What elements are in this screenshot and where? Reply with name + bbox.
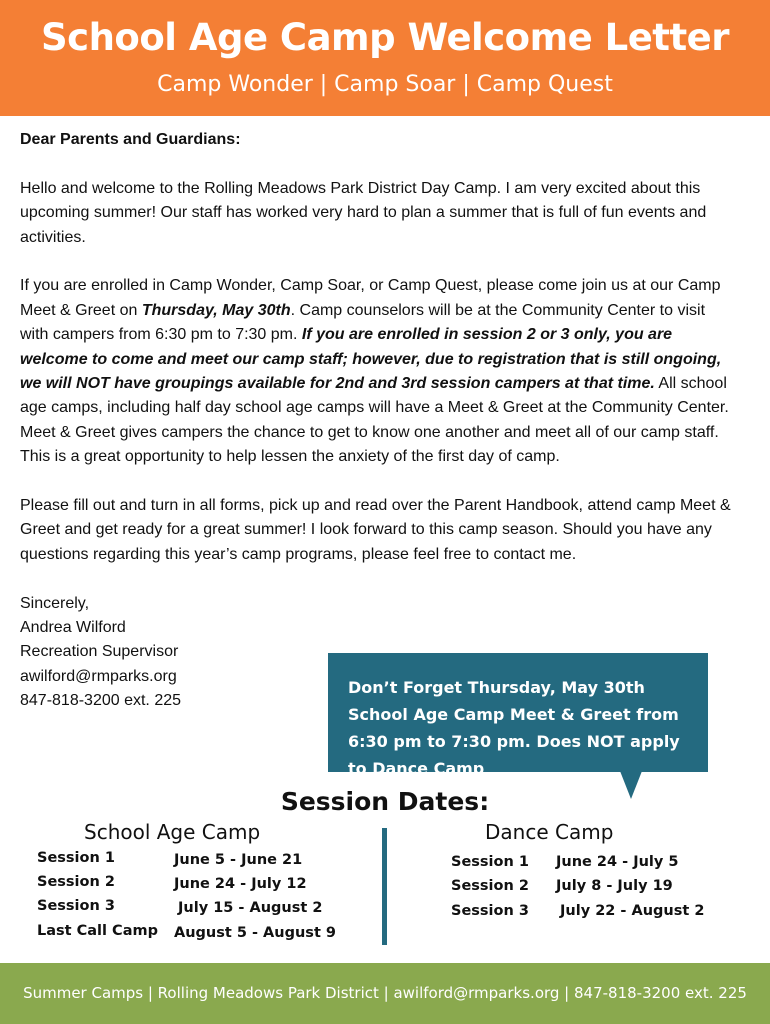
signature-name: Andrea Wilford [20,619,126,637]
meet-greet-text-a: If you are enrolled in Camp Wonder, Camp Soar, or Camp Quest, please come join us at our Camp Meet & Greet on [20,277,721,319]
paragraph-closing: Please fill out and turn in all forms, pick up and read over the Parent Handbook, attend camp Meet & Greet and get ready for a great summer! I look forward to this camp season. Should you have any questions regarding this year’s camp programs, please feel free to contact me. [20,497,731,563]
paragraph-meet-greet [20,274,732,469]
school-session-label: Session 1 [37,850,115,866]
signature-role: Recreation Supervisor [20,643,179,661]
school-session-label: Session 3 [37,898,115,914]
school-age-camp-title: School Age Camp [84,820,261,844]
school-session-dates: July 15 - August 2 [178,900,323,916]
dance-session-dates: July 22 - August 2 [560,903,705,919]
footer-bar: Summer Camps | Rolling Meadows Park District | awilford@rmparks.org | 847-818-3200 ext. 225 [0,963,770,1024]
dance-session-label: Session 2 [451,878,529,894]
reminder-callout: Don’t Forget Thursday, May 30th School Age Camp Meet & Greet from 6:30 pm to 7:30 pm. Does NOT apply to Dance Camp [328,653,708,772]
school-session-label: Session 2 [37,874,115,890]
greeting: Dear Parents and Guardians: [20,131,241,148]
paragraph-intro: Hello and welcome to the Rolling Meadows Park District Day Camp. I am very excited about this upcoming summer! Our staff has worked very hard to plan a summer that is full of fun events and activities. [20,179,707,246]
meet-greet-text-c: All school age camps, including half day school age camps will have a Meet & Greet at the Community Center. Meet & Greet gives campers the chance to get to know one another and meet all of our camp staff. This is a great opportunity to help lessen the anxiety of the first day of camp. [20,375,729,466]
dance-session-dates: July 8 - July 19 [556,878,673,894]
page-subtitle: Camp Wonder | Camp Soar | Camp Quest [157,72,613,97]
column-divider [382,828,387,945]
school-session-dates: August 5 - August 9 [174,925,337,941]
dance-camp-title: Dance Camp [485,820,614,844]
dance-session-dates: June 24 - July 5 [556,854,679,870]
session-dates-title: Session Dates: [280,787,490,816]
school-session-dates: June 24 - July 12 [174,876,307,892]
signature-email: awilford@rmparks.org [20,667,177,685]
dance-session-label: Session 1 [451,854,529,870]
meet-greet-date: Thursday, May 30th [141,301,291,319]
school-session-dates: June 5 - June 21 [174,852,303,868]
signature-closing: Sincerely, [20,594,90,612]
header-banner [0,0,770,116]
dance-session-label: Session 3 [451,903,529,919]
letter-body [20,128,732,714]
meet-greet-notice: If you are enrolled in session 2 or 3 only, you are welcome to come and meet our camp staff; however, due to registration that is still ongoing, we will NOT have groupings available for 2nd and 3rd session campers at that time. [20,326,722,393]
page-title: School Age Camp Welcome Letter [41,16,729,59]
signature-phone: 847-818-3200 ext. 225 [20,692,182,710]
school-session-label: Last Call Camp [37,923,158,939]
meet-greet-text-b: . Camp counselors will be at the Community Center to visit with campers from 6:30 pm to 7:30 pm. [20,301,706,344]
